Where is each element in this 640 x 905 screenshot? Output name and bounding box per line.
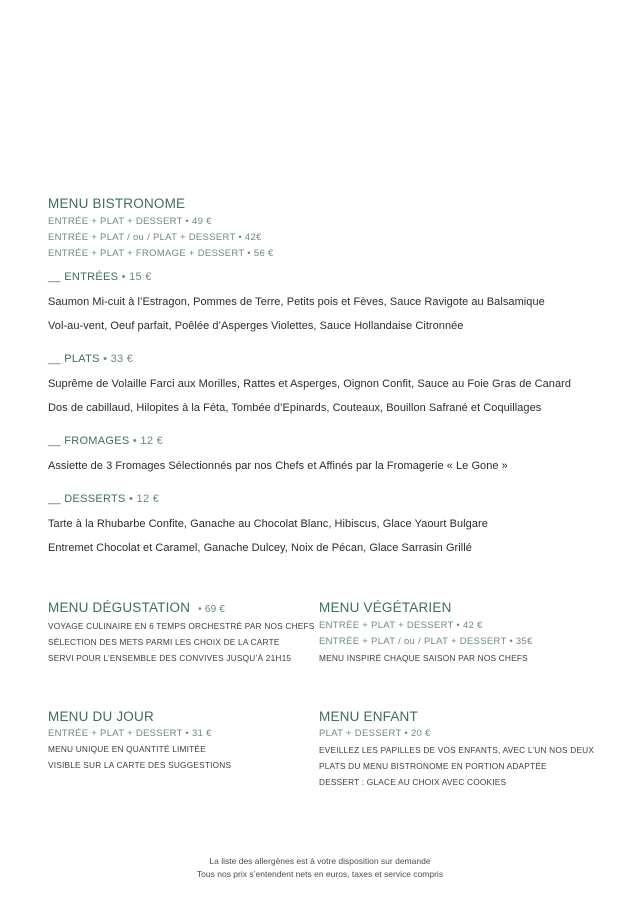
footer-prices-note: Tous nos prix s’entendent nets en euros, taxes et service compris [196,869,444,879]
footer [0,855,640,881]
enfant-line-1: EVEILLEZ LES PAPILLES DE VOS ENFANTS, AVEC L’UN NOS DEUX [319,745,595,755]
degustation-line-3: SERVI POUR L’ENSEMBLE DES CONVIVES JUSQU’À 21H15 [48,653,292,663]
dish-entree-1: Saumon Mi-cuit à l’Estragon, Pommes de Terre, Petits pois et Fèves, Sauce Ravigote au Balsamique [48,296,545,308]
degustation-lines [48,618,315,666]
enfant-lines [319,742,594,790]
dish-plat-2: Dos de cabillaud, Hilopites à la Féta, Tombée d’Epinards, Couteaux, Bouillon Safrané et Coquillages [48,402,542,414]
vegetarien-formulas [319,618,533,650]
enfant-line-3: DESSERT : GLACE AU CHOIX AVEC COOKIES [319,777,507,787]
section-desserts-label: __ DESSERTS [48,493,126,505]
enfant-line-2: PLATS DU MENU BISTRONOME EN PORTION ADAPTÉE [319,761,547,771]
section-fromages-heading [48,435,163,447]
dish-entree-2: Vol-au-vent, Oeuf parfait, Poêlée d’Asperges Violettes, Sauce Hollandaise Citronnée [48,320,464,332]
jour-lines [48,741,231,773]
section-fromages-label: __ FROMAGES [48,435,130,447]
bistronome-formula-3: ENTRÉE + PLAT + FROMAGE + DESSERT • 56 € [48,248,274,259]
degustation-line-2: SÉLECTION DES METS PARMI LES CHOIX DE LA CARTE [48,637,280,647]
section-fromages-price: • 12 € [132,435,164,447]
section-entrees-price: • 15 € [121,271,152,283]
vegetarien-formula-2: ENTRÉE + PLAT / ou / PLAT + DESSERT • 35€ [319,636,533,647]
vegetarien-formula-1: ENTRÉE + PLAT + DESSERT • 42 € [319,620,483,631]
dish-dessert-1: Tarte à la Rhubarbe Confite, Ganache au Chocolat Blanc, Hibiscus, Glace Yaourt Bulgare [48,518,488,530]
jour-formula-1: ENTRÉE + PLAT + DESSERT • 31 € [48,728,212,739]
enfant-formula-1: PLAT + DESSERT • 20 € [319,728,431,739]
section-plats-price: • 33 € [103,353,134,365]
section-entrees-label: __ ENTRÉES [48,271,119,283]
bistronome-title: MENU BISTRONOME [48,196,186,211]
section-desserts-heading [48,493,159,505]
degustation-heading [48,600,225,615]
section-desserts-price: • 12 € [129,493,160,505]
degustation-line-1: VOYAGE CULINAIRE EN 6 TEMPS ORCHESTRÉ PAR NOS CHEFS [48,621,315,631]
bistronome-formula-2: ENTRÉE + PLAT / ou / PLAT + DESSERT • 42€ [48,232,262,243]
bistronome-formulas [48,214,274,262]
vegetarien-line-1: MENU INSPIRÉ CHAQUE SAISON PAR NOS CHEFS [319,653,528,663]
dish-plat-1: Suprême de Volaille Farci aux Morilles, Rattes et Asperges, Oignon Confit, Sauce au Foie Gras de Canard [48,378,572,390]
footer-allergens-note: La liste des allergènes est à votre disposition sur demande [209,856,431,866]
dish-dessert-2: Entremet Chocolat et Caramel, Ganache Dulcey, Noix de Pécan, Glace Sarrasin Grillé [48,542,472,554]
section-entrees-heading [48,271,152,283]
jour-title: MENU DU JOUR [48,709,154,724]
bistronome-formula-1: ENTRÉE + PLAT + DESSERT • 49 € [48,216,212,227]
vegetarien-title: MENU VÉGÉTARIEN [319,600,452,615]
section-plats-label: __ PLATS [48,353,100,365]
section-plats-heading [48,353,133,365]
dish-fromage-1: Assiette de 3 Fromages Sélectionnés par nos Chefs et Affinés par la Fromagerie « Le Gone » [48,460,508,472]
jour-line-1: MENU UNIQUE EN QUANTITÉ LIMITÉE [48,744,206,754]
enfant-title: MENU ENFANT [319,709,418,724]
degustation-price: • 69 € [198,604,226,615]
jour-line-2: VISIBLE SUR LA CARTE DES SUGGESTIONS [48,760,232,770]
degustation-title: MENU DÉGUSTATION [48,600,191,615]
